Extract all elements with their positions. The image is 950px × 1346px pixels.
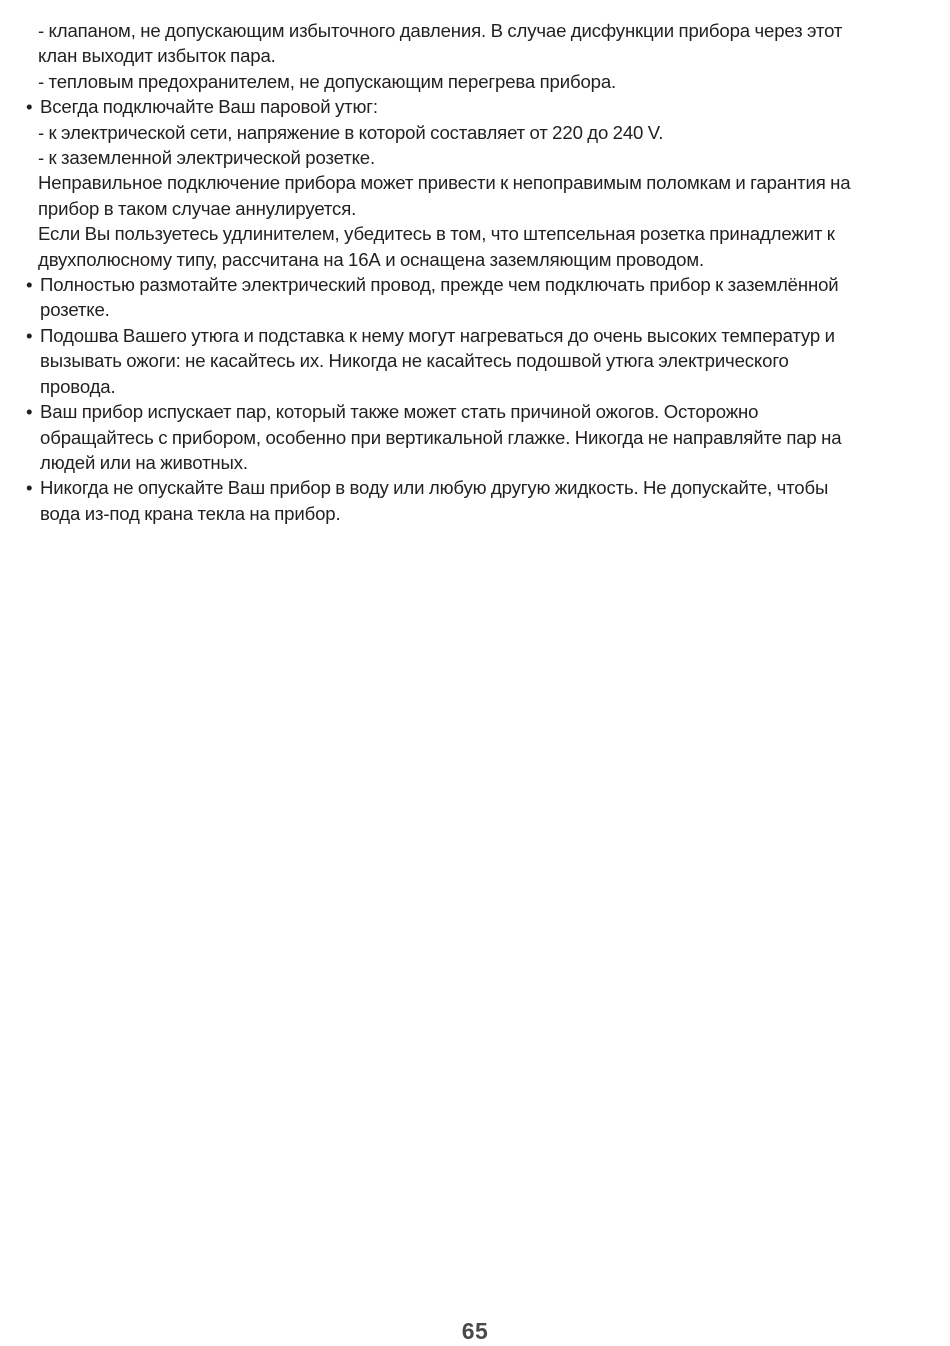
text-line: Неправильное подключение прибора может привести к непоправимым поломкам и гарантия на [38,172,851,194]
text-line: клан выходит избыток пара. [38,45,276,67]
paragraph-wrong-connection [0,170,950,221]
bullet-icon: • [26,324,33,346]
bullet-item-no-water [0,475,950,526]
bullet-icon: • [26,96,33,118]
text-line: - клапаном, не допускающим избыточного давления. В случае дисфункции прибора через этот [38,20,843,41]
text-line: - тепловым предохранителем, не допускающим перегрева прибора. [38,70,617,92]
page-number: 65 [461,1318,489,1344]
text-line: двухполюсному типу, рассчитана на 16А и оснащена заземляющим проводом. [38,248,704,270]
bullet-icon: • [26,401,33,423]
text-line: обращайтесь с прибором, особенно при вертикальной глажке. Никогда не направляйте пар на [40,426,842,448]
text-line: прибор в таком случае аннулируется. [38,197,357,219]
text-line: Всегда подключайте Ваш паровой утюг: [40,96,378,118]
paragraph-grounded-socket [0,145,950,170]
bullet-item-connect [0,94,950,119]
text-line: - к электрической сети, напряжение в которой составляет от 220 до 240 V. [38,121,664,143]
text-line: Никогда не опускайте Ваш прибор в воду или любую другую жидкость. Не допускайте, чтобы [40,477,829,499]
text-line: людей или на животных. [40,451,248,473]
text-line: розетке. [40,299,110,321]
text-line: - к заземленной электрической розетке. [38,147,375,169]
text-line: Ваш прибор испускает пар, который также может стать причиной ожогов. Осторожно [40,401,759,423]
bullet-icon: • [26,274,33,296]
paragraph-extension-cord [0,221,950,272]
bullet-item-unwind-cord [0,272,950,323]
bullet-item-hot-soleplate [0,323,950,399]
text-line: вода из-под крана текла на прибор. [40,502,341,524]
paragraph-voltage [0,120,950,145]
text-line: вызывать ожоги: не касайтесь их. Никогда не касайтесь подошвой утюга электрического [40,350,789,372]
document-body [0,18,950,526]
paragraph-pressure-valve [0,18,950,69]
text-line: Если Вы пользуетесь удлинителем, убедитесь в том, что штепсельная розетка принадлежит к [38,223,835,245]
text-line: Полностью размотайте электрический провод, прежде чем подключать прибор к заземлённой [40,274,839,296]
bullet-item-steam-burns [0,399,950,475]
bullet-icon: • [26,477,33,499]
text-line: Подошва Вашего утюга и подставка к нему могут нагреваться до очень высоких температур и [40,324,835,346]
paragraph-thermal-fuse [0,69,950,94]
text-line: провода. [40,375,116,397]
